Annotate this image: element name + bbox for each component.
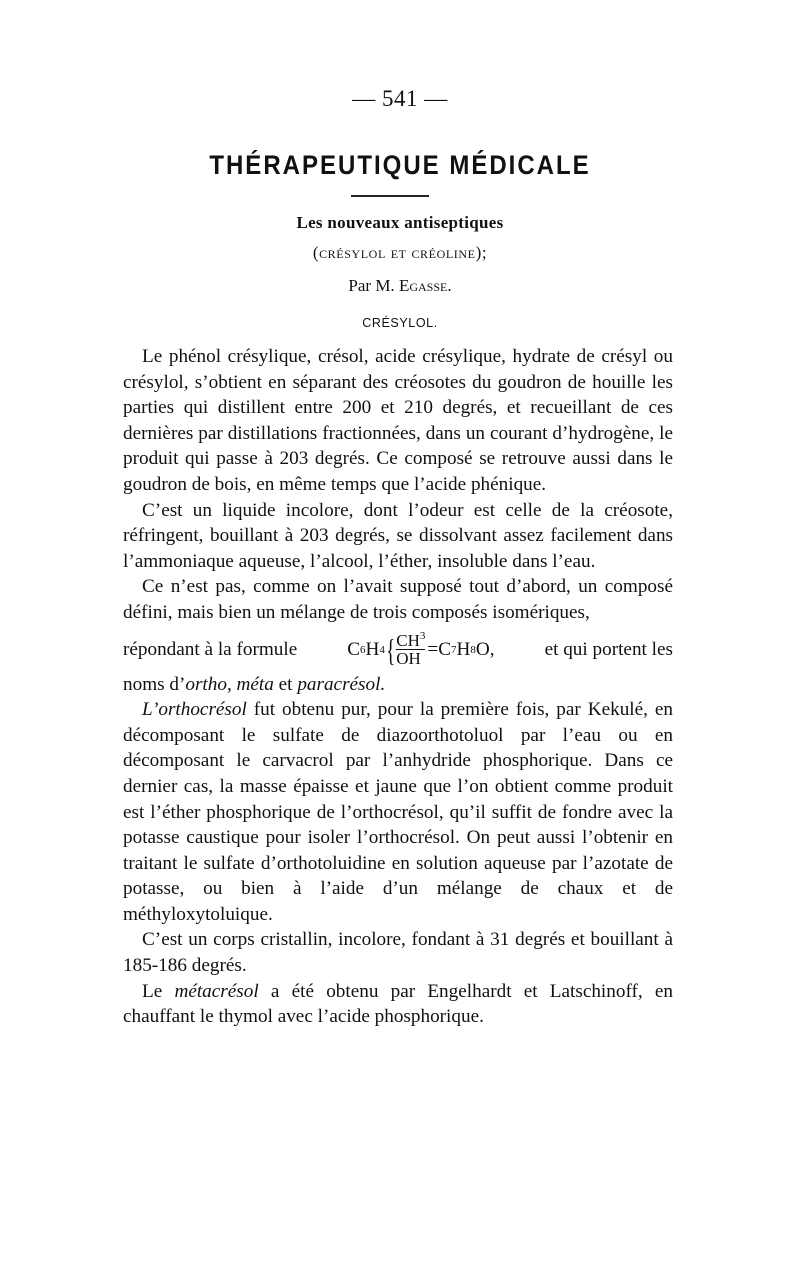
noms-text: noms d’	[123, 673, 186, 695]
section-title: THÉRAPEUTIQUE MÉDICALE	[209, 150, 591, 181]
paragraph-6	[123, 979, 673, 1030]
paragraph-6-pre: Le	[142, 980, 163, 1002]
ortho-term: ortho,	[185, 673, 232, 695]
group-top-index: 3	[419, 630, 426, 643]
author-line	[0, 276, 800, 296]
et-text: et	[278, 673, 293, 695]
paragraph-5: C’est un corps cristallin, incolore, fondant à 31 degrés et bouillant à 185-186 degrés.	[123, 929, 673, 977]
orthocresol-term: L’orthocrésol	[142, 699, 247, 721]
formula-equals: =	[427, 638, 439, 660]
formula-pre: répondant à la formule	[123, 638, 298, 660]
subtitle-close: );	[475, 243, 488, 262]
paragraph-6-text: a été obtenu par Engelhardt et Latschinoff, en chauffant le thymol avec l’acide phosphorique.	[123, 980, 674, 1028]
formula-h2: H	[456, 638, 471, 660]
article-title: Les nouveaux antiseptiques	[296, 213, 504, 232]
formula-brace: {	[385, 631, 396, 668]
metacresol-term: métacrésol	[174, 980, 259, 1002]
author-name: Egasse.	[398, 276, 452, 295]
formula-c2: C	[438, 638, 452, 660]
formula-post: et qui portent les	[544, 638, 673, 660]
chemical-formula: C 6 H 4 { $\frac{CH^3}{OH}$ = C 7 H 8 O,	[347, 630, 495, 669]
subtitle-open: (	[312, 243, 320, 262]
article-body	[123, 344, 673, 1030]
formula-group-top	[396, 632, 425, 649]
group-top-text: CH	[396, 631, 420, 651]
article-subtitle	[0, 243, 800, 263]
meta-term: méta	[236, 673, 274, 695]
paragraph-4	[123, 697, 673, 927]
paragraph-1: Le phénol crésylique, crésol, acide crésylique, hydrate de crésyl ou crésylol, s’obtient en séparant des créosotes du goudron de houille les parties qui distillent entre 200 et 210 degrés, et recueillant de ces dernières par distillations fractionnées, dans un courant d’hydrogène, le produit qui passe à 203 degrés. Ce composé se retrouve aussi dans le goudron de bois, en même temps que l’acide phénique.	[123, 346, 673, 495]
paragraph-3: Ce n’est pas, comme on l’avait supposé tout d’abord, un composé défini, mais bien un mélange de trois composés isomériques,	[123, 576, 673, 623]
subtitle-text: crésylol et créoline	[319, 243, 476, 262]
title-rule	[351, 195, 429, 197]
paragraph-2: C’est un liquide incolore, dont l’odeur est celle de la créosote, réfringent, bouillant à 203 degrés, se dissolvant assez facilement dans l’ammoniaque aqueuse, l’alcool, l’éther, insoluble dans l’eau.	[123, 499, 673, 572]
formula-group	[396, 632, 425, 667]
formula-o: O,	[475, 638, 495, 660]
author-prefix: Par M.	[348, 276, 395, 295]
formula-h: H	[365, 638, 380, 660]
page-number: — 541 —	[352, 86, 448, 111]
formula-group-bottom: OH	[396, 649, 425, 667]
formula-line	[123, 628, 673, 672]
formula-c: C	[347, 638, 361, 660]
paragraph-3-end	[123, 672, 673, 698]
subsection-heading: CRÉSYLOL.	[362, 316, 438, 330]
para-term: paracrésol.	[297, 673, 386, 695]
paragraph-4-text: fut obtenu pur, pour la première fois, par Kekulé, en décomposant le sulfate de diazoorthotoluol par l’eau ou en décomposant le carvacrol par l’anhydride phosphorique. Dans ce dernier cas, la masse épaisse et jaune que l’on obtient comme produit est l’éther phosphorique de l’orthocrésol, qu’il suffit de fondre avec la potasse caustique pour isoler l’orthocrésol. On peut aussi l’obtenir en traitant le sulfate d’orthotoluidine en solution aqueuse par l’azotate de potasse, ou bien à l’aide d’un mélange de chaux et de méthyloxytoluique.	[123, 699, 674, 925]
